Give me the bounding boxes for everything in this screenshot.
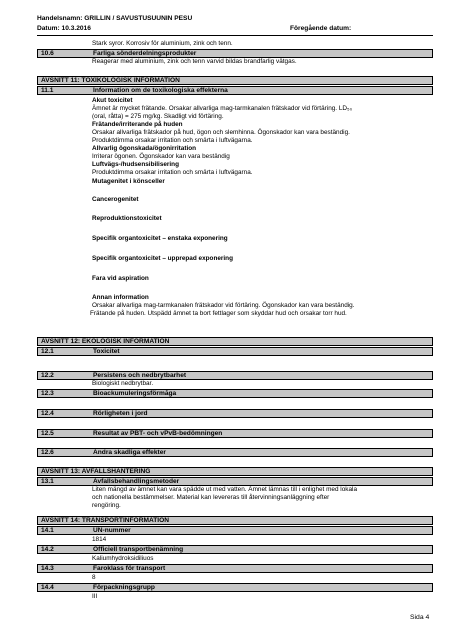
section-14-header [37, 516, 433, 525]
sensitisation-heading: Luftvägs-/hudsensibilisering [92, 161, 179, 168]
subsection-number: 12.4 [41, 410, 54, 417]
eye-damage-text: Irriterar ögonen. Ögonskador kan vara beständig [92, 153, 230, 160]
subsection-number: 14.1 [41, 527, 54, 534]
sensitisation-text: Produktdimma orsakar irritation och smärta i luftvägarna. [92, 169, 253, 176]
subsection-14-4-header [37, 583, 433, 592]
subsection-number: 12.3 [41, 390, 54, 397]
section-10-intro-text: Stark syror. Korrosiv för aluminium, zink och tenn. [92, 40, 233, 47]
subsection-title: Persistens och nedbrytbarhet [93, 372, 187, 379]
hazard-class-value: 8 [92, 574, 96, 581]
subsection-title: Resultat av PBT- och vPvB-bedömningen [93, 430, 223, 437]
other-info-text-2: Frätande på huden. Utspädd ämnet ta bort fettlager som skyddar hud och orsakar torr hud. [90, 310, 347, 317]
section-11-header [37, 76, 433, 85]
subsection-12-3-header [37, 389, 433, 398]
section-12-2-text: Biologiskt nedbrytbar. [92, 380, 154, 387]
section-title: AVSNITT 13: AVFALLSHANTERING [41, 468, 151, 475]
other-info-text-1: Orsakar allvarliga mag-tarmkanalen frätskador vid förtäring. Ögonskador kan vara beständig. [92, 302, 355, 309]
previous-date-header: Föregående datum: [290, 25, 352, 32]
subsection-14-2-header [37, 545, 433, 554]
subsection-12-6-header [37, 448, 433, 457]
subsection-13-1-header [37, 477, 433, 486]
subsection-title: Bioackumuleringsförmåga [93, 390, 177, 397]
carcinogenicity-heading: Cancerogenitet [92, 196, 139, 203]
acute-toxicity-text-2: (oral, råtta) = 275 mg/kg. Skadligt vid förtäring. [92, 113, 224, 120]
shipping-name-value: Kaliumhydroksidiliuos [92, 555, 154, 562]
mutagenicity-heading: Mutagenitet i könsceller [92, 178, 165, 185]
section-12-header [37, 337, 433, 346]
subsection-title: Förpackningsgrupp [93, 584, 155, 591]
page-number: Sida 4 [410, 614, 430, 621]
section-13-1-text-2: och nationella bestämmelser. Material kan levereras till återvinningsanläggning efter [92, 494, 330, 501]
subsection-12-2-header [37, 371, 433, 380]
subsection-number: 12.5 [41, 430, 54, 437]
subsection-12-5-header [37, 429, 433, 438]
subsection-14-1-header [37, 526, 433, 535]
section-title: AVSNITT 11: TOXIKOLOGISK INFORMATION [41, 77, 180, 84]
product-name-header: Handelsnamn: GRILLIN / SAVUSTUSUUNIN PESU [37, 15, 193, 22]
subsection-number: 14.4 [41, 584, 54, 591]
subsection-number: 10.6 [41, 50, 54, 57]
subsection-10-6-header [37, 49, 433, 58]
subsection-14-3-header [37, 564, 433, 573]
section-10-6-text: Reagerar med aluminium, zink och tenn varvid bildas brandfarlig vätgas. [92, 58, 297, 65]
reproductive-toxicity-heading: Reproduktionstoxicitet [92, 215, 162, 222]
subsection-number: 12.6 [41, 449, 54, 456]
subsection-title: Toxicitet [93, 348, 120, 355]
subsection-12-4-header [37, 409, 433, 418]
subsection-title: Andra skadliga effekter [93, 449, 166, 456]
subsection-12-1-header [37, 347, 433, 356]
acute-toxicity-text-1: Ämnet är mycket frätande. Orsakar allvarliga mag-tarmkanalen frätskador vid förtäring. LD₅₀ [92, 105, 353, 112]
section-title: AVSNITT 14: TRANSPORTINFORMATION [41, 517, 169, 524]
packing-group-value: III [92, 593, 98, 600]
subsection-title: Rörligheten i jord [93, 410, 148, 417]
subsection-number: 14.3 [41, 565, 54, 572]
subsection-number: 13.1 [41, 478, 54, 485]
eye-damage-heading: Allvarlig ögonskada/ögonirritation [92, 145, 197, 152]
skin-corrosion-text-2: Produktdimma orsakar irritation och smärta i luftvägarna. [92, 137, 253, 144]
other-info-heading: Annan information [92, 294, 149, 301]
subsection-title: Farliga sönderdelningsprodukter [93, 50, 197, 57]
stot-single-heading: Specifik organtoxicitet – enstaka exponering [92, 235, 228, 242]
section-13-header [37, 467, 433, 476]
skin-corrosion-text-1: Orsakar allvarliga frätskador på hud, ögon och slemhinna. Ögonskador kan vara beständig. [92, 129, 350, 136]
subsection-11-1-header [37, 86, 433, 95]
section-title: AVSNITT 12: EKOLOGISK INFORMATION [41, 338, 170, 345]
subsection-title: Faroklass för transport [93, 565, 166, 572]
un-number-value: 1814 [92, 536, 107, 543]
stot-repeated-heading: Specifik organtoxicitet – upprepad exponering [92, 255, 233, 262]
section-13-1-text-1: Liten mängd av ämnet kan vara spädde ut med vatten. Ämnet lämnas till i enlighet med lokala [92, 486, 358, 493]
subsection-title: UN-nummer [93, 527, 131, 534]
skin-corrosion-heading: Frätande/irriterande på huden [92, 121, 183, 128]
subsection-number: 12.2 [41, 372, 54, 379]
subsection-title: Information om de toxikologiska effekterna [93, 87, 228, 94]
date-header: Datum: 10.3.2016 [37, 25, 91, 32]
subsection-number: 11.1 [41, 87, 54, 94]
acute-toxicity-heading: Akut toxicitet [92, 97, 133, 104]
subsection-number: 14.2 [41, 546, 54, 553]
aspiration-heading: Fara vid aspiration [92, 275, 149, 282]
header-divider [37, 35, 433, 36]
subsection-number: 12.1 [41, 348, 54, 355]
subsection-title: Officiell transportbenämning [93, 546, 184, 553]
section-13-1-text-3: rengöring. [92, 502, 121, 509]
subsection-title: Avfallsbehandlingsmetoder [93, 478, 180, 485]
